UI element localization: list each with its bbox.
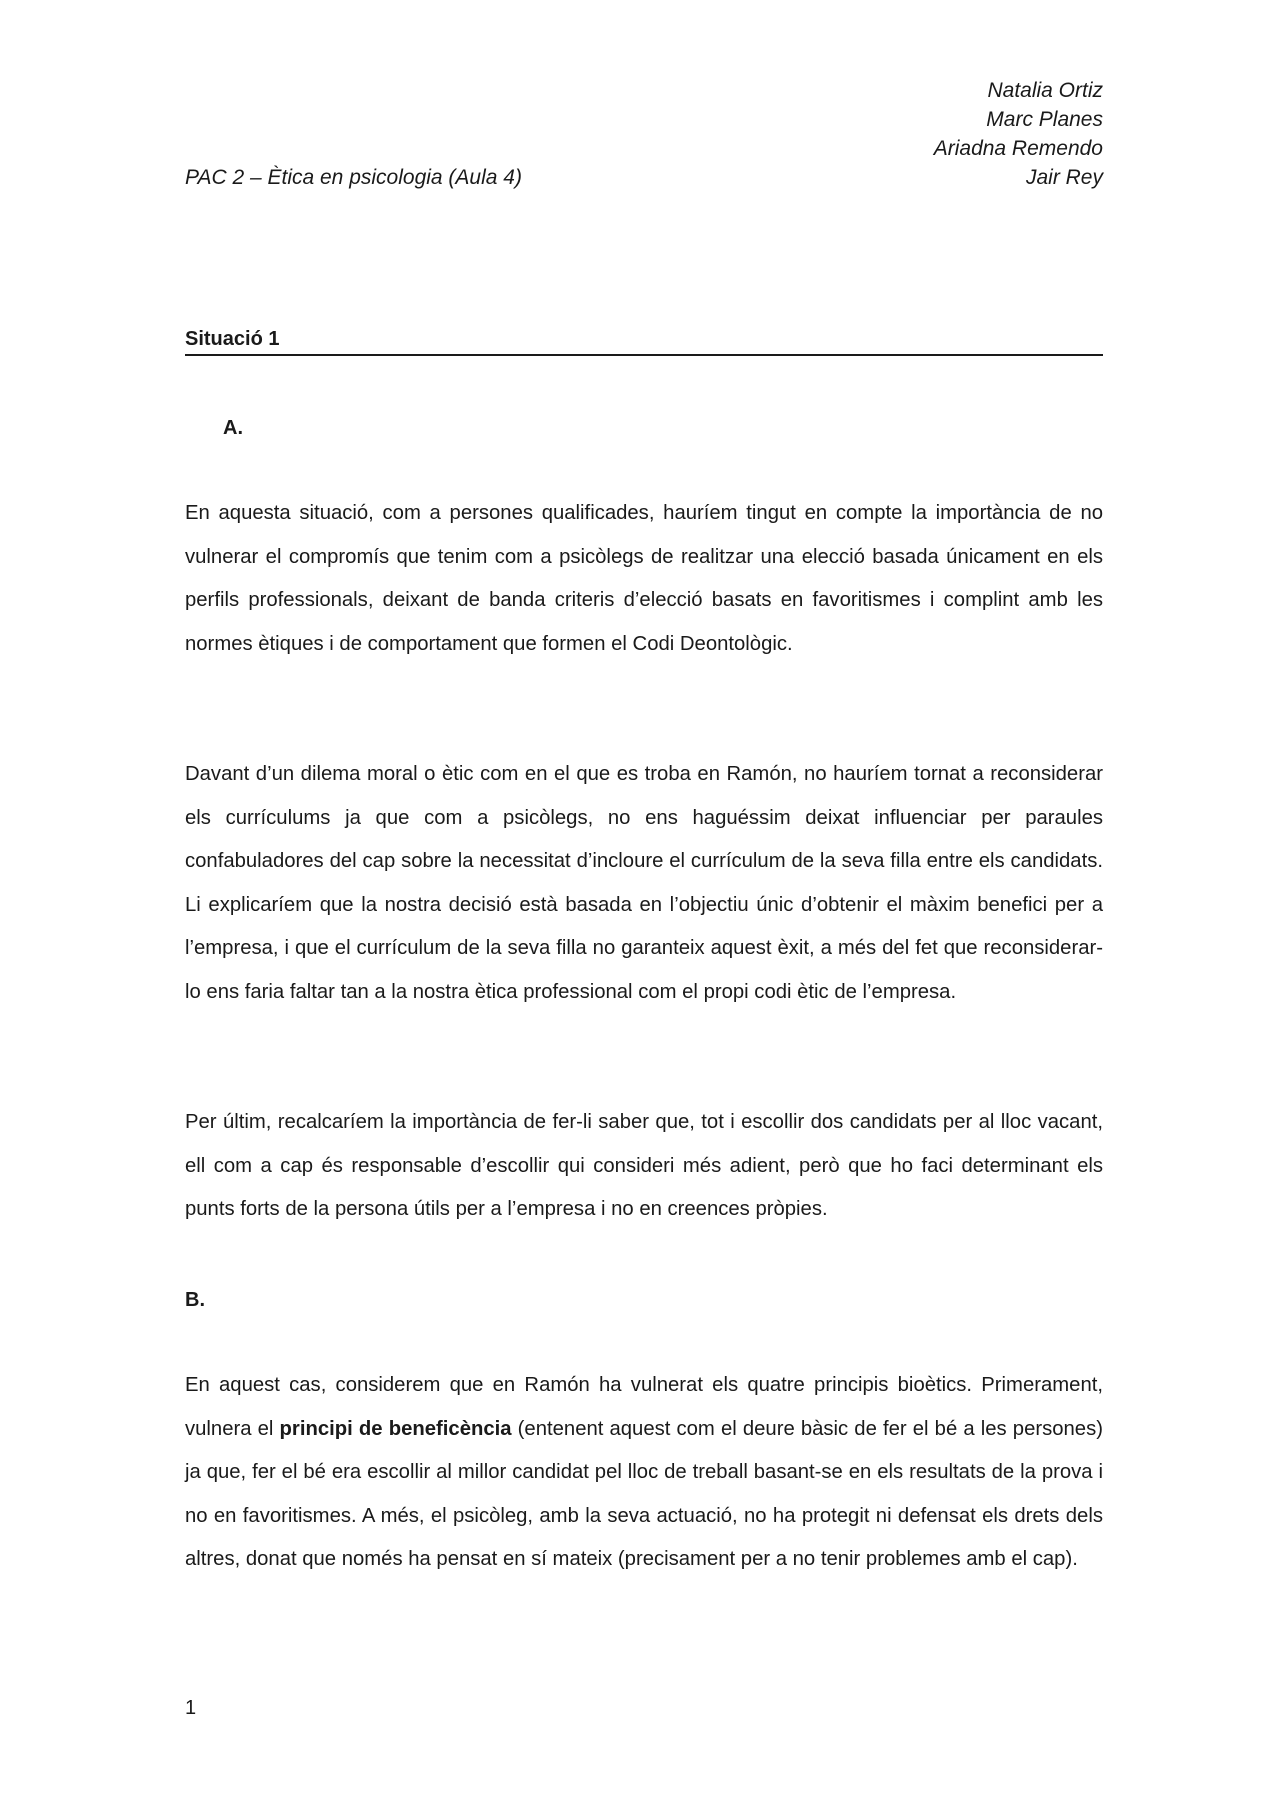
paragraph-4-text-start: En aquest cas, considerem que en Ramón ha vulnerat els quatre principis bioètics. Primerament, vulnera el [185, 1374, 1103, 1440]
author-name: Ariadna Remendo [933, 137, 1103, 160]
document-title: PAC 2 – Ètica en psicologia (Aula 4) [185, 166, 522, 189]
paragraph-2: Davant d’un dilema moral o ètic com en el que es troba en Ramón, no hauríem tornat a reconsiderar els currículums ja que com a psicòlegs, no ens haguéssim deixat influenciar per paraules confabuladores del cap sobre la necessitat d’incloure el currículum de la seva filla entre els candidats. Li explicaríem que la nostra decisió està basada en l’objectiu únic d’obtenir el màxim benefici per a l’empresa, i que el currículum de la seva filla no garanteix aquest èxit, a més del fet que reconsiderar-lo ens faria faltar tan a la nostra ètica professional com el propi codi ètic de l’empresa. [185, 763, 1103, 1003]
paragraph-4 [185, 1364, 1103, 1582]
subsection-a-heading: A. [223, 417, 243, 439]
subsection-b-heading: B. [185, 1289, 205, 1311]
paragraph-1: En aquesta situació, com a persones qualificades, hauríem tingut en compte la importància de no vulnerar el compromís que tenim com a psicòlegs de realitzar una elecció basada únicament en els perfils professionals, deixant de banda criteris d’elecció basats en favoritismes i complint amb les normes ètiques i de comportament que formen el Codi Deontològic. [185, 502, 1103, 655]
paragraph-4-bold-term: principi de beneficència [279, 1417, 512, 1440]
paragraph-3: Per últim, recalcaríem la importància de fer-li saber que, tot i escollir dos candidats per al lloc vacant, ell com a cap és responsable d’escollir qui consideri més adient, però que ho faci determinant els punts forts de la persona útils per a l’empresa i no en creences pròpies. [185, 1111, 1103, 1221]
page-number: 1 [185, 1697, 197, 1719]
paragraph-4-text-end: (entenent aquest com el deure bàsic de fer el bé a les persones) ja que, fer el bé era escollir al millor candidat pel lloc de treball basant-se en els resultats de la prova i no en favoritismes. A més, el psicòleg, amb la seva actuació, no ha protegit ni defensat els drets dels altres, donat que només ha pensat en sí mateix (precisament per a no tenir problemes amb el cap). [185, 1417, 1103, 1571]
author-name: Jair Rey [1025, 166, 1103, 189]
author-name: Natalia Ortiz [987, 79, 1103, 102]
author-list [934, 76, 1103, 192]
section-heading: Situació 1 [185, 325, 1103, 356]
author-name: Marc Planes [986, 108, 1103, 131]
